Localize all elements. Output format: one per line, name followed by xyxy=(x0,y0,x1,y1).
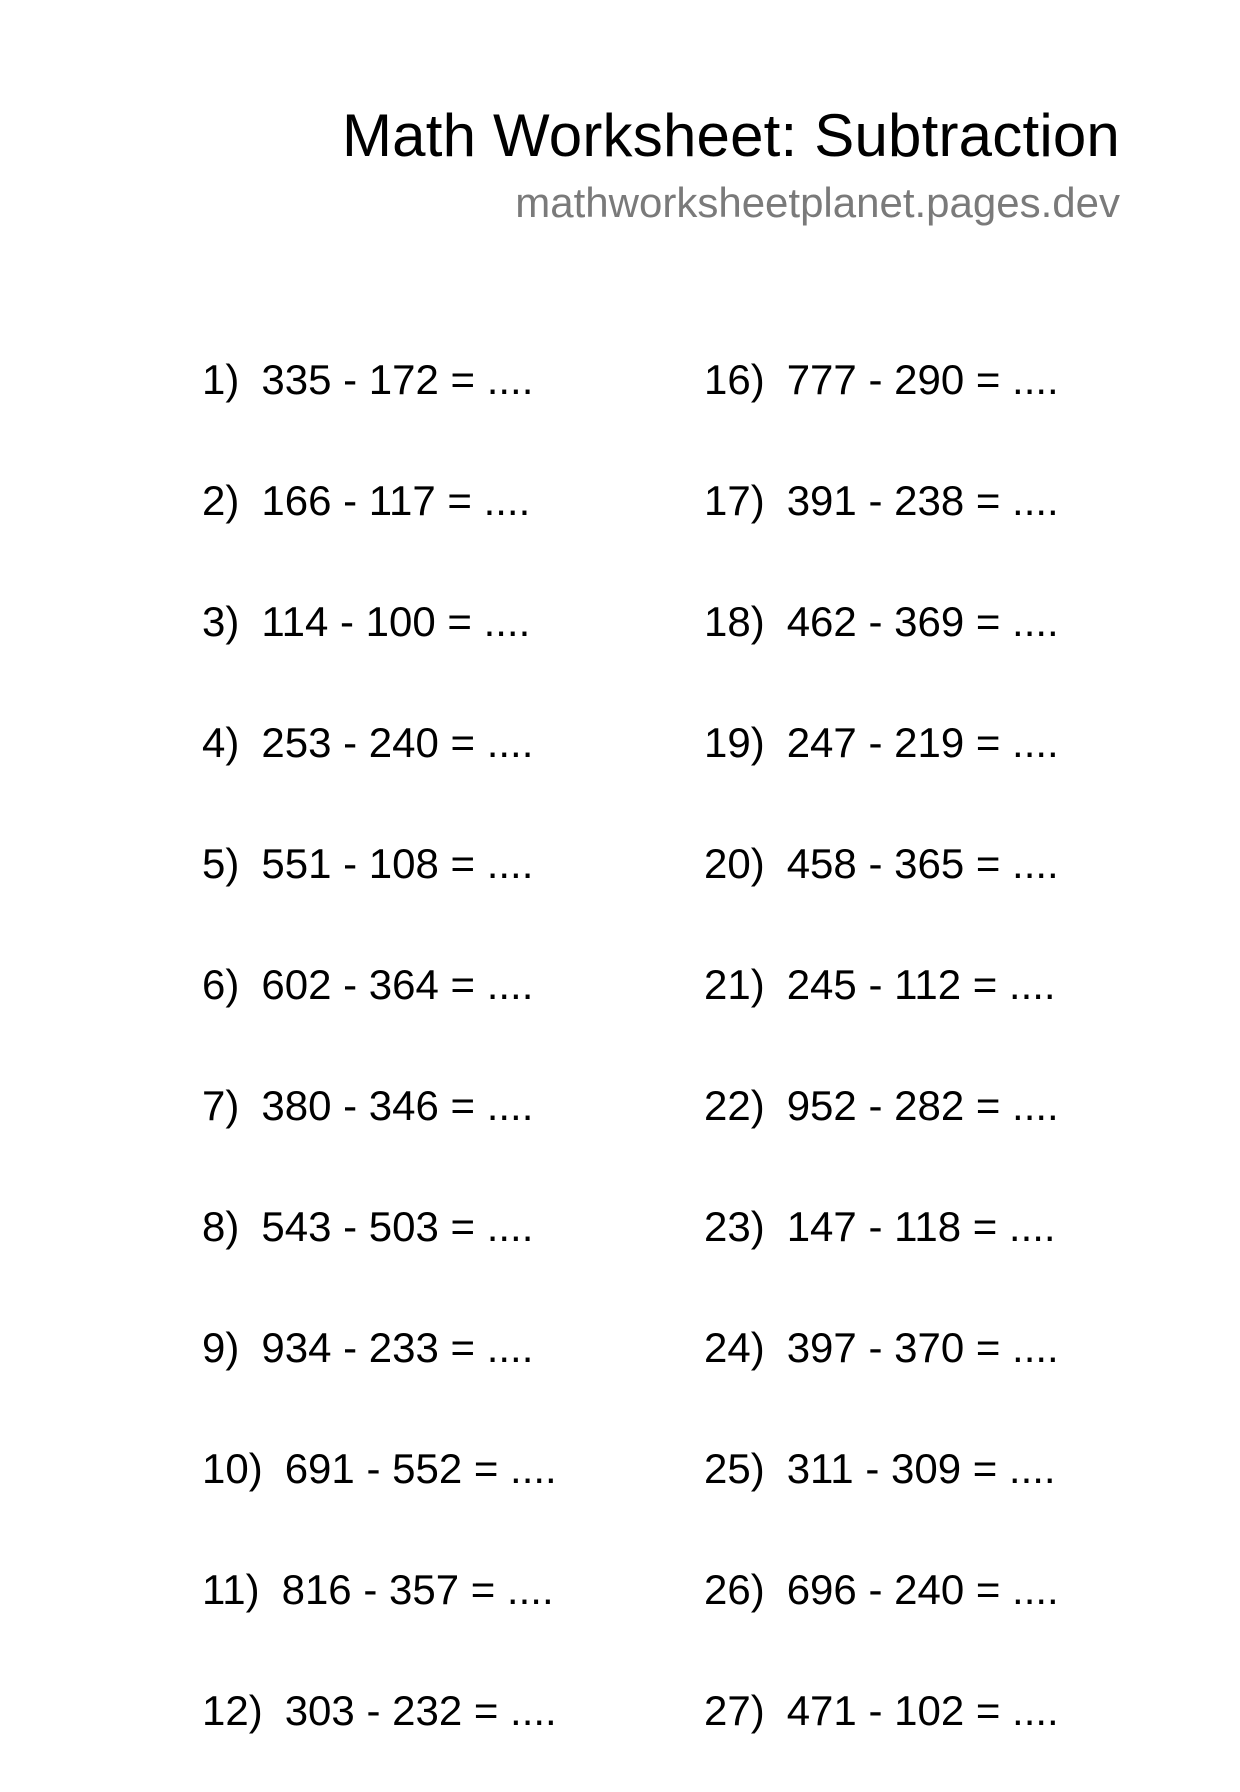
problem-number: 26) xyxy=(704,1566,765,1613)
problem-item xyxy=(202,945,557,1066)
problem-expression: 551 - 108 = .... xyxy=(261,840,534,887)
problem-expression: 691 - 552 = .... xyxy=(284,1445,557,1492)
site-url: mathworksheetplanet.pages.dev xyxy=(515,179,1120,226)
problem-expression: 602 - 364 = .... xyxy=(261,961,534,1008)
problem-item xyxy=(704,1671,1059,1792)
problem-expression: 247 - 219 = .... xyxy=(786,719,1059,766)
problem-number: 21) xyxy=(704,961,765,1008)
problem-item xyxy=(202,1187,557,1308)
problem-expression: 696 - 240 = .... xyxy=(786,1566,1059,1613)
problem-expression: 543 - 503 = .... xyxy=(261,1203,534,1250)
problem-item xyxy=(202,340,557,461)
problem-expression: 391 - 238 = .... xyxy=(786,477,1059,524)
problem-expression: 311 - 309 = .... xyxy=(786,1445,1056,1492)
problem-expression: 114 - 100 = .... xyxy=(261,598,531,645)
problem-number: 20) xyxy=(704,840,765,887)
problem-number: 12) xyxy=(202,1687,263,1734)
problem-item xyxy=(202,703,557,824)
problem-expression: 397 - 370 = .... xyxy=(786,1324,1059,1371)
page-title: Math Worksheet: Subtraction xyxy=(342,102,1120,169)
problem-expression: 245 - 112 = .... xyxy=(786,961,1056,1008)
problem-number: 17) xyxy=(704,477,765,524)
problem-column-left xyxy=(202,340,557,1792)
problem-number: 8) xyxy=(202,1203,240,1250)
problem-item xyxy=(202,1429,557,1550)
problem-number: 7) xyxy=(202,1082,240,1129)
problem-item xyxy=(202,824,557,945)
problem-item xyxy=(704,1187,1059,1308)
problem-item xyxy=(704,340,1059,461)
problem-number: 27) xyxy=(704,1687,765,1734)
problem-number: 23) xyxy=(704,1203,765,1250)
problem-expression: 147 - 118 = .... xyxy=(786,1203,1056,1250)
problem-item xyxy=(704,945,1059,1066)
problem-number: 6) xyxy=(202,961,240,1008)
problem-number: 25) xyxy=(704,1445,765,1492)
problem-expression: 335 - 172 = .... xyxy=(261,356,534,403)
problem-number: 11) xyxy=(202,1566,260,1613)
problem-item xyxy=(704,1308,1059,1429)
problem-item xyxy=(202,1066,557,1187)
problem-number: 24) xyxy=(704,1324,765,1371)
problem-expression: 816 - 357 = .... xyxy=(281,1566,554,1613)
problem-expression: 934 - 233 = .... xyxy=(261,1324,534,1371)
problem-number: 9) xyxy=(202,1324,240,1371)
problem-item xyxy=(704,1550,1059,1671)
problem-item xyxy=(202,1671,557,1792)
problem-column-right xyxy=(704,340,1059,1792)
problem-item xyxy=(202,1550,557,1671)
problem-number: 3) xyxy=(202,598,240,645)
problem-number: 16) xyxy=(704,356,765,403)
problem-number: 5) xyxy=(202,840,240,887)
problem-number: 1) xyxy=(202,356,240,403)
worksheet-header xyxy=(342,100,1120,228)
problem-item xyxy=(704,1429,1059,1550)
problem-item xyxy=(704,582,1059,703)
problem-expression: 952 - 282 = .... xyxy=(786,1082,1059,1129)
problem-expression: 777 - 290 = .... xyxy=(786,356,1059,403)
problem-expression: 380 - 346 = .... xyxy=(261,1082,534,1129)
problem-number: 4) xyxy=(202,719,240,766)
problem-item xyxy=(202,1308,557,1429)
problem-number: 2) xyxy=(202,477,240,524)
problem-item xyxy=(704,1066,1059,1187)
problem-number: 22) xyxy=(704,1082,765,1129)
problem-expression: 462 - 369 = .... xyxy=(786,598,1059,645)
problem-number: 10) xyxy=(202,1445,263,1492)
problem-expression: 253 - 240 = .... xyxy=(261,719,534,766)
problem-item xyxy=(704,703,1059,824)
problem-expression: 471 - 102 = .... xyxy=(786,1687,1059,1734)
problem-expression: 166 - 117 = .... xyxy=(261,477,531,524)
problem-expression: 303 - 232 = .... xyxy=(284,1687,557,1734)
problem-expression: 458 - 365 = .... xyxy=(786,840,1059,887)
problem-item xyxy=(704,824,1059,945)
problem-item xyxy=(202,582,557,703)
problem-item xyxy=(202,461,557,582)
problem-number: 19) xyxy=(704,719,765,766)
problem-item xyxy=(704,461,1059,582)
problem-number: 18) xyxy=(704,598,765,645)
